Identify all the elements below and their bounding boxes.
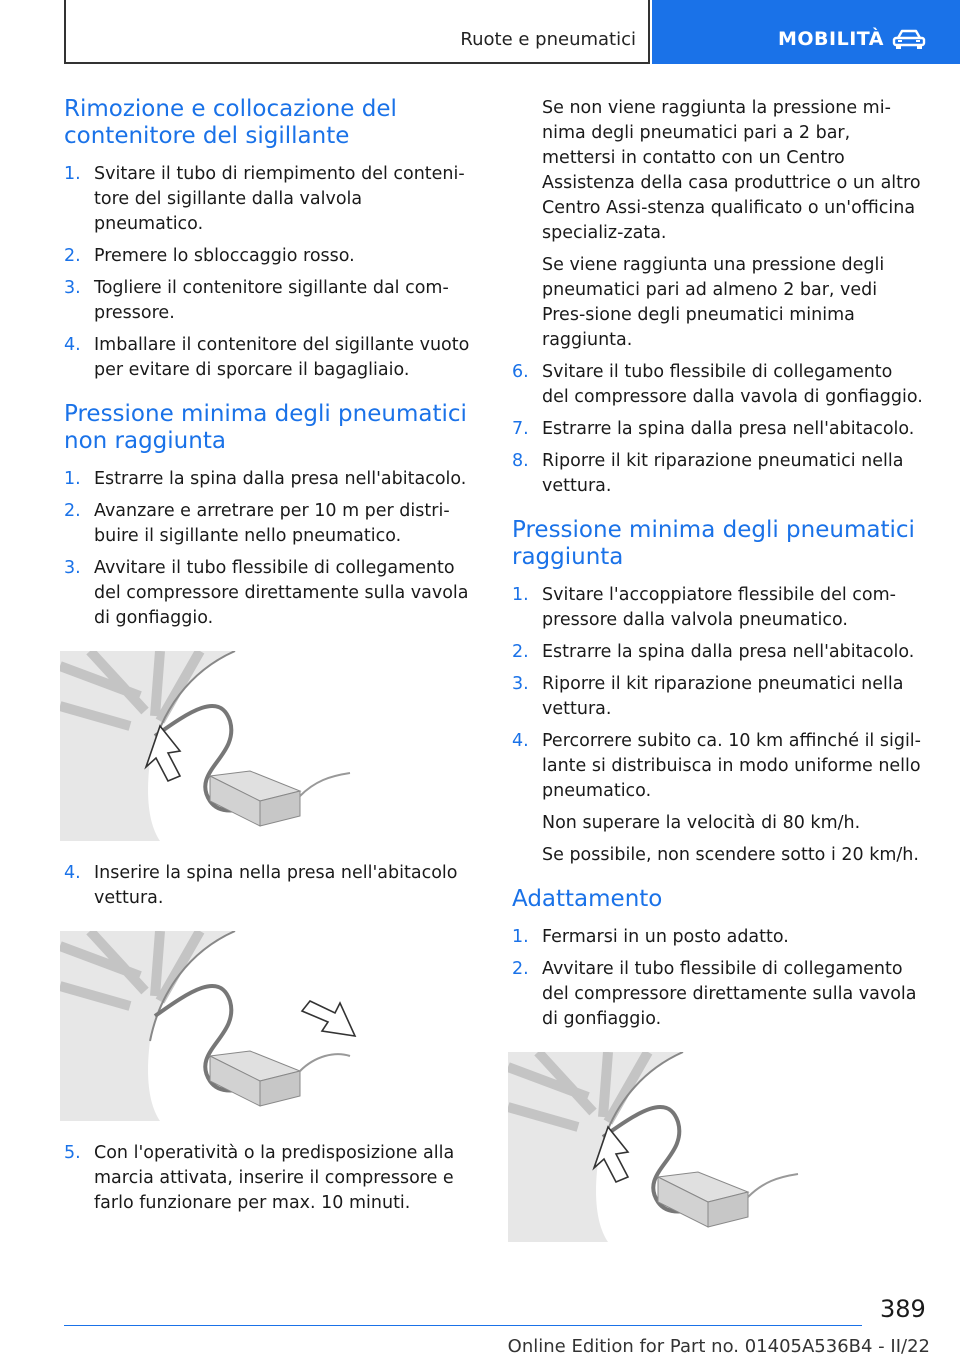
paragraph: Se viene raggiunta una pressione degli pneumatici pari ad almeno 2 bar, vedi Pres-sione degli pneumatici minima raggiunta. xyxy=(542,255,885,350)
list-item: 2. Avvitare il tubo flessibile di collegamento del compressore direttamente sulla vavola di gonfiaggio. xyxy=(512,959,917,1029)
list-item: 7. Estrarre la spina dalla presa nell'abitacolo. xyxy=(512,419,915,439)
speed-note: Se possibile, non scendere sotto i 20 km/h. xyxy=(542,845,919,865)
list-item: 3. Riporre il kit riparazione pneumatici nella vettura. xyxy=(512,674,904,719)
chapter-title: Ruote e pneumatici xyxy=(460,29,636,50)
list-item: 3. Togliere il contenitore sigillante dal com-pressore. xyxy=(64,278,449,323)
car-icon xyxy=(892,28,926,50)
list-item: 2. Avanzare e arretrare per 10 m per distri-buire il sigillante nello pneumatico. xyxy=(64,501,450,546)
list-item: 4. Imballare il contenitore del sigillante vuoto per evitare di sporcare il bagagliaio. xyxy=(64,335,470,380)
left-column xyxy=(64,96,476,1223)
section-heading-adaptation: Adattamento xyxy=(512,886,663,912)
section-heading-pressure-reached: Pressione minima degli pneumatici raggiunta xyxy=(512,517,915,570)
list-item: 3. Avvitare il tubo flessibile di collegamento del compressore direttamente sulla vavola di gonfiaggio. xyxy=(64,558,469,628)
list-item: 2. Premere lo sbloccaggio rosso. xyxy=(64,246,355,266)
list-item: 4. Percorrere subito ca. 10 km affinché il sigil-lante si distribuisca in modo uniforme nello pneumatico. xyxy=(512,731,921,801)
speed-note: Non superare la velocità di 80 km/h. xyxy=(542,813,861,833)
list-item: 1. Estrarre la spina dalla presa nell'abitacolo. xyxy=(64,469,467,489)
paragraph: Se non viene raggiunta la pressione mi-nima degli pneumatici pari a 2 bar, mettersi in contatto con un Centro Assistenza della casa produttrice o un altro Centro Assi-stenza qualificato o un'officina specializ-zata. xyxy=(542,98,921,243)
header-chapter-box xyxy=(64,0,650,64)
header-section-box xyxy=(652,0,960,64)
list-item: 4. Inserire la spina nella presa nell'abitacolo vettura. xyxy=(64,863,458,908)
compressor-illustration-adapt xyxy=(508,1052,808,1242)
footer-divider xyxy=(64,1325,862,1326)
compressor-illustration-connect xyxy=(60,651,360,841)
edition-note: Online Edition for Part no. 01405A536B4 - II/22 xyxy=(507,1336,930,1357)
section-heading-removal: Rimozione e collocazione del contenitore del sigillante xyxy=(64,96,397,149)
list-item: 6. Svitare il tubo flessibile di collegamento del compressore dalla vavola di gonfiaggio. xyxy=(512,362,923,407)
section-title: MOBILITÀ xyxy=(778,28,884,50)
list-item: 1. Svitare il tubo di riempimento del conteni-tore del sigillante dalla valvola pneumatico. xyxy=(64,164,465,234)
section-heading-pressure-not-reached: Pressione minima degli pneumatici non raggiunta xyxy=(64,401,467,454)
compressor-illustration-plug xyxy=(60,931,360,1121)
page-number: 389 xyxy=(880,1295,926,1323)
list-item: 2. Estrarre la spina dalla presa nell'abitacolo. xyxy=(512,642,915,662)
right-column xyxy=(512,96,924,1262)
list-item: 1. Svitare l'accoppiatore flessibile del com-pressore dalla valvola pneumatico. xyxy=(512,585,896,630)
list-item: 5. Con l'operatività o la predisposizione alla marcia attivata, inserire il compressore e farlo funzionare per max. 10 minuti. xyxy=(64,1143,455,1213)
list-item: 8. Riporre il kit riparazione pneumatici nella vettura. xyxy=(512,451,904,496)
list-item: 1. Fermarsi in un posto adatto. xyxy=(512,927,789,947)
